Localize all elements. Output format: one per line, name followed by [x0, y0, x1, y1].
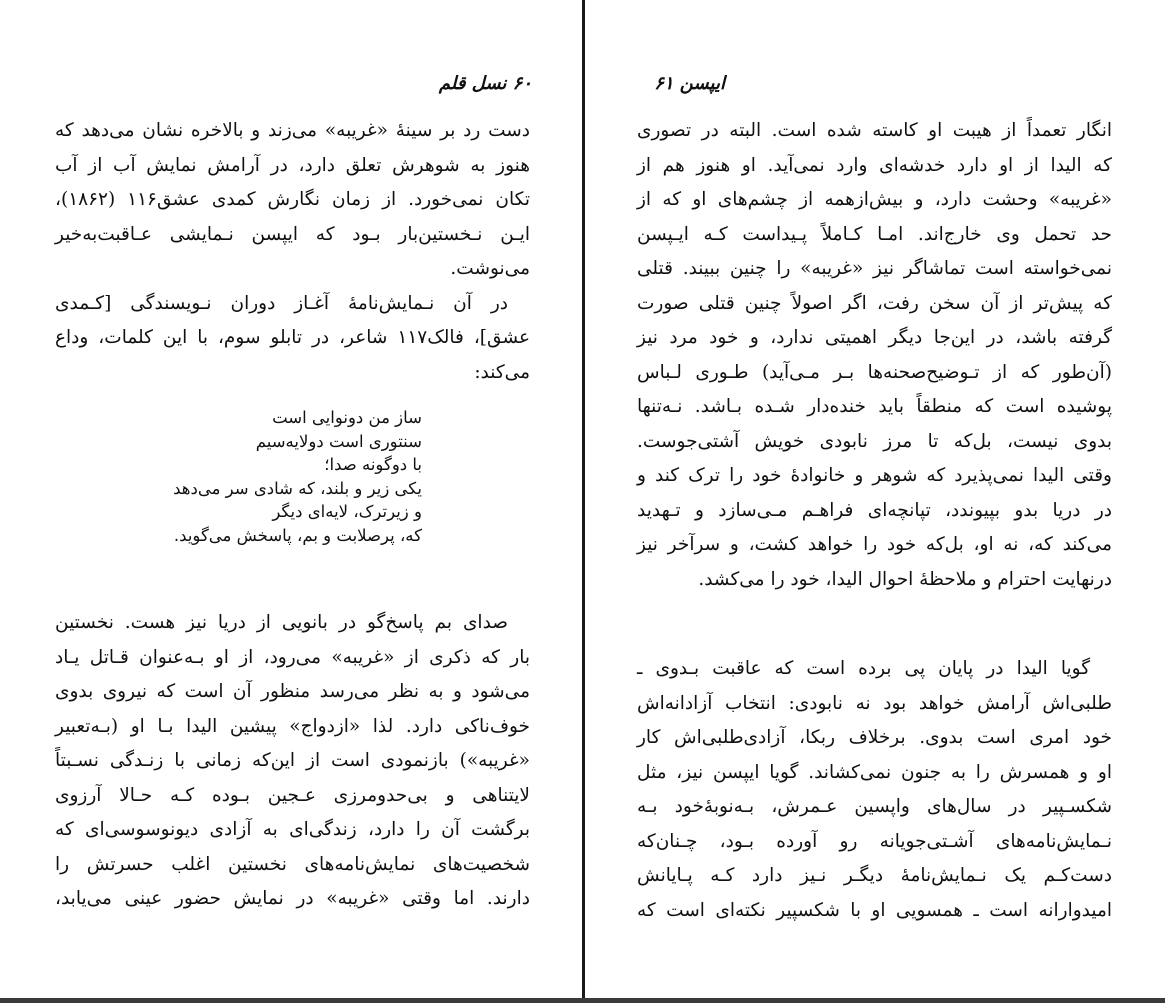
text-line: او و همسرش را به جنون نمی‌کشاند. گویا ایپسن نیز، مثل	[637, 761, 1112, 783]
right-page	[585, 0, 1165, 998]
text-line: نمی‌خواسته است تماشاگر نیز «غریبه» را چنین ببیند. قتلی	[637, 258, 1112, 279]
text-line: گرفته باشد، در این‌جا دیگر اهمیتی ندارد، و خود مرد نیز	[637, 327, 1112, 348]
text-line: صدای بم پاسخ‌گو در بانویی از دریا نیز هست. نخستین	[55, 612, 508, 633]
text-line: که الیدا از او دارد خدشه‌ای وارد نمی‌آید. او هنوز هم از	[637, 154, 1112, 176]
poem-line: با دوگونه صدا؛	[324, 455, 422, 474]
poem-line: و زیرترک، لایه‌ای دیگر	[272, 502, 422, 521]
text-line: بار که ذکری از «غریبه» می‌رود، از او بـه‌عنوان قـاتل یـاد	[55, 646, 530, 668]
text-line: شکسـپیر در سال‌های واپسین عـمرش، بـه‌نوبهٔ‌خود بـه	[637, 796, 1112, 817]
text-line: عشق]، فالک۱۱۷ شاعر، در تابلو سوم، با این کلمات، وداع	[55, 327, 530, 348]
page-header: ۶۰ نسل قلم	[438, 73, 532, 94]
text-line: گویا الیدا در پایان پی برده است که عاقبت بـدوی ـ	[637, 658, 1090, 679]
text-line: حد تحمل وی خارج‌اند. امـا کـاملاً پـیداست کـه ایـپسن	[637, 223, 1112, 245]
page-header: ایپسن ۶۱	[654, 73, 725, 94]
text-line: وقتی الیدا نمی‌پذیرد که شوهر و خانوادهٔ خود را ترک کند و	[637, 465, 1112, 486]
text-line: دارند. اما وقتی «غریبه» در نمایش حضور عینی می‌یابد،	[55, 888, 530, 909]
text-line: «غریبه») بازنمودی است از این‌که زمانی با زنـدگی نسـبتاً	[55, 750, 530, 771]
text-line: طلبی‌اش آرامش خواهد بود نه نابودی: انتخاب آزادانه‌اش	[637, 692, 1112, 714]
text-line: تکان نمی‌خورد. از زمان نگارش کمدی عشق۱۱۶ (۱۸۶۲)،	[55, 189, 530, 210]
text-line: نـمایش‌نامه‌های آشـتی‌جویانه رو آورده بـود، چـنان‌که	[637, 830, 1112, 852]
text-line: در آن نـمایش‌نامهٔ آغـاز دوران نـویسندگی [کـمدی	[55, 292, 508, 314]
text-line: دست‌کـم یک نـمایش‌نامهٔ دیگـر نـیز دارد کـه پـایانش	[637, 865, 1112, 886]
poem-line: یکی زیر و بلند، که شادی سر می‌دهد	[173, 478, 422, 498]
bottom-edge	[0, 998, 1165, 1003]
poem-line: سنتوری است دولایه‌سیم	[255, 431, 422, 451]
text-line: می‌شود و به نظر می‌رسد منظور آن است که نیروی بدوی	[55, 681, 530, 702]
text-line: در دریا بدو بپیوندد، تپانچه‌ای فراهـم مـی‌سازد و تـهدید	[637, 499, 1112, 521]
text-line: «غریبه» وحشت دارد، و بیش‌ازهمه از چشم‌های او که از	[637, 189, 1112, 210]
body-text	[55, 114, 530, 390]
text-line: درنهایت احترام و ملاحظهٔ احوال الیدا، خود را می‌کشد.	[698, 568, 1112, 590]
text-line: لایتناهی و بی‌حدومرزی عـجین بـوده کـه حـالا آرزوی	[55, 784, 530, 806]
text-line: برگشت آن را دارد، زندگی‌ای به آزادی دیونوسوسی‌ای که	[55, 819, 530, 840]
text-line: (آن‌طور که از تـوضیح‌صحنه‌ها بـر مـی‌آید) طـوری لـباس	[637, 361, 1112, 383]
text-line: امیدوارانه است ـ همسویی او با شکسپیر نکته‌ای است که	[637, 899, 1112, 921]
text-line: شخصیت‌های نمایش‌نامه‌های نخستین اغلب حسرتش را	[55, 853, 530, 875]
text-line: می‌کند:	[474, 361, 530, 383]
body-text-continued	[637, 652, 1112, 928]
text-line: هنوز به شوهرش تعلق دارد، در آرامش نمایش آب از آب	[55, 154, 530, 176]
text-line: انگار تعمداً از هیبت او کاسته شده است. البته در تصوری	[637, 120, 1112, 141]
text-line: که پیش‌تر از آن سخن رفت، اگر اصولاً چنین قتلی صورت	[637, 292, 1112, 314]
left-page	[0, 0, 582, 998]
text-line: دست رد بر سینهٔ «غریبه» می‌زند و بالاخره نشان می‌دهد که	[55, 120, 530, 141]
text-line: خود امری است بدوی. برخلاف ربکا، آزادی‌طلبی‌اش کار	[637, 727, 1112, 748]
body-text-continued	[55, 606, 530, 917]
text-line: ایـن نـخستین‌بار بـود که ایپسن نـمایشی عـاقبت‌به‌خیر	[55, 223, 530, 245]
text-line: خوف‌ناکی دارد. لذا «ازدواج» پیشین الیدا بـا او (بـه‌تعبیر	[55, 715, 530, 737]
text-line: پوشیده است که منطقاً باید خنده‌دار شـده بـاشد. نـه‌تنها	[637, 396, 1112, 417]
text-line: می‌کند که، نه او، بل‌که خود را خواهد کشت، و سرآخر نیز	[637, 534, 1112, 555]
poem-quote	[167, 406, 422, 547]
text-line: می‌نوشت.	[450, 258, 530, 279]
poem-line: ساز من دونوایی است	[272, 408, 422, 427]
poem-line: که، پرصلابت و بم، پاسخش می‌گوید.	[173, 525, 422, 545]
body-text	[637, 114, 1112, 597]
text-line: بدوی نیست، بل‌که تا مرز نابودی خویش آشتی‌جوست.	[637, 430, 1112, 452]
